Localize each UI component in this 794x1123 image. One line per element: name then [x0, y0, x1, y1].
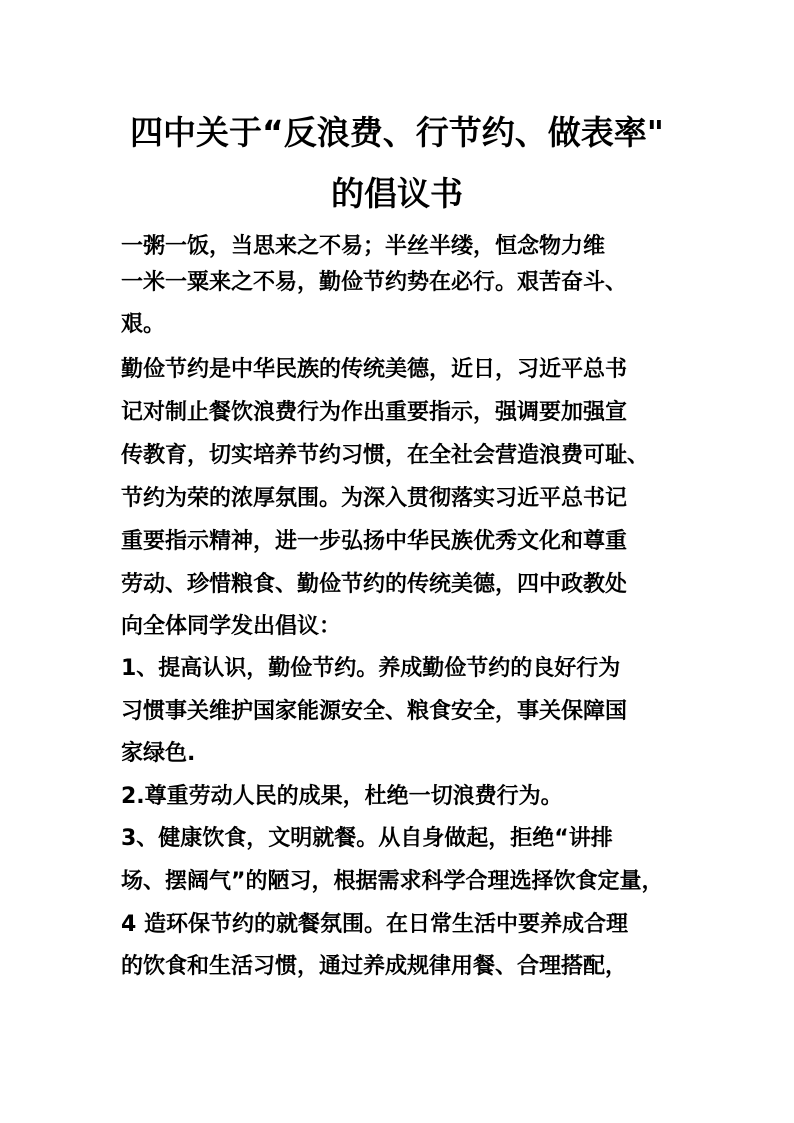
body-line-6: 传教育，切实培养节约习惯，在全社会营造浪费可耻、 [121, 443, 650, 468]
body-line-15: 3、健康饮食，文明就餐。从自身做起，拒绝“讲排 [121, 826, 613, 851]
body-line-11: 1、提高认识，勤俭节约。养成勤俭节约的良好行为 [121, 656, 621, 681]
body-line-1: 一粥一饭，当思来之不易；半丝半缕，恒念物力维 [121, 234, 606, 259]
body-line-17: 4 造环保节约的就餐氛围。在日常生活中要养成合理 [121, 912, 628, 937]
body-line-14: 2.尊重劳动人民的成果，杜绝一切浪费行为。 [121, 784, 563, 809]
body-line-7: 节约为荣的浓厚氛围。为深入贯彻落实习近平总书记 [121, 486, 628, 511]
body-line-10: 向全体同学发出倡议： [121, 614, 342, 639]
body-line-13: 家绿色. [121, 741, 196, 766]
document-title-line-1: 四中关于“反浪费、行节约、做表率" [130, 113, 664, 152]
body-line-18: 的饮食和生活习惯，通过养成规律用餐、合理搭配， [121, 954, 628, 979]
body-line-8: 重要指示精神，进一步弘扬中华民族优秀文化和尊重 [121, 529, 628, 554]
body-line-5: 记对制止餐饮浪费行为作出重要指示，强调要加强宣 [121, 400, 628, 425]
body-line-9: 劳动、珍惜粮食、勤俭节约的传统美德，四中政教处 [121, 572, 628, 597]
body-line-2: 一米一粟来之不易，勤俭节约势在必行。艰苦奋斗、 [121, 270, 628, 295]
body-line-12: 习惯事关维护国家能源安全、粮食安全，事关保障国 [121, 699, 628, 724]
body-line-3: 艰。 [121, 312, 166, 337]
body-line-16: 场、摆阔气”的陋习，根据需求科学合理选择饮食定量， [121, 869, 664, 894]
document-title-line-2: 的倡议书 [331, 174, 463, 213]
body-line-4: 勤俭节约是中华民族的传统美德，近日，习近平总书 [121, 357, 628, 382]
